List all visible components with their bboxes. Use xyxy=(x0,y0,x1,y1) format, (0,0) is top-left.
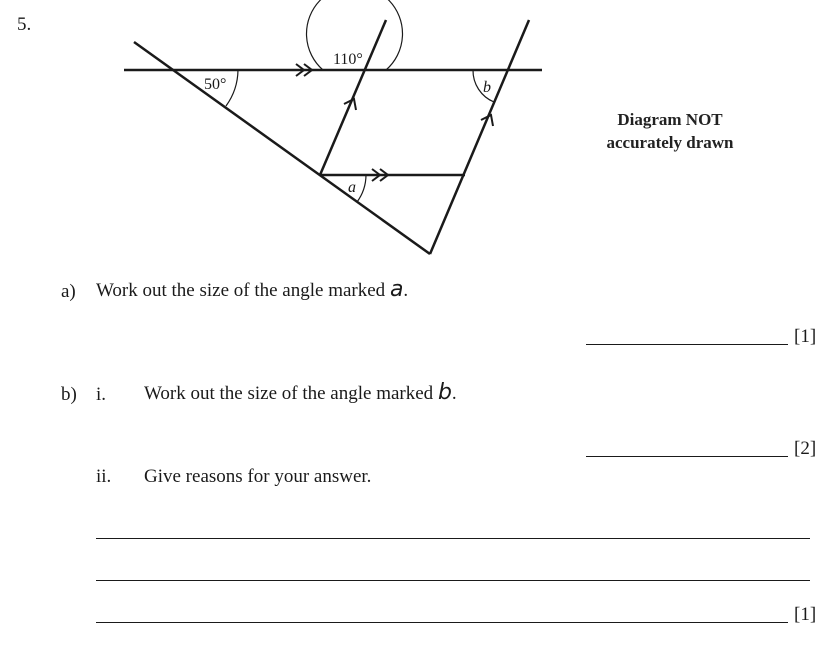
part-b-i-end: . xyxy=(451,383,457,404)
part-b-ii-label: ii. xyxy=(96,466,112,487)
angle-b-label: b xyxy=(483,79,491,96)
question-number: 5. xyxy=(17,14,32,35)
answer-line-b-i[interactable] xyxy=(586,456,788,457)
angle-50-label: 50° xyxy=(204,76,227,93)
part-a-end: . xyxy=(403,280,409,301)
part-a-text: Work out the size of the angle marked xyxy=(96,280,386,301)
transversal-line xyxy=(134,42,430,254)
right-parallel-line xyxy=(430,20,529,254)
answer-line-a[interactable] xyxy=(586,344,788,345)
part-b-ii-text: Give reasons for your answer. xyxy=(144,466,372,487)
arc-a xyxy=(357,175,366,202)
part-b-i-label: i. xyxy=(96,384,107,405)
angle-110-label: 110° xyxy=(333,51,363,68)
reason-line-3[interactable] xyxy=(96,622,788,623)
part-a-variable: a xyxy=(389,277,404,302)
angle-arcs xyxy=(226,0,494,202)
reason-line-1[interactable] xyxy=(96,538,810,539)
angle-a-label: a xyxy=(348,179,356,196)
arc-50 xyxy=(226,70,238,106)
marks-b-i: [2] xyxy=(794,438,817,459)
diagram-note xyxy=(570,108,770,154)
diagram-note-line2: accurately drawn xyxy=(606,133,734,152)
diagram-note-line1: Diagram NOT xyxy=(617,110,723,129)
part-b-i-variable: b xyxy=(437,380,452,405)
marks-a: [1] xyxy=(794,326,817,347)
reason-line-2[interactable] xyxy=(96,580,810,581)
part-b-i-question xyxy=(144,380,457,405)
part-a-question xyxy=(96,277,408,302)
part-a-label: a) xyxy=(61,281,76,302)
marks-b-ii: [1] xyxy=(794,604,817,625)
part-b-i-text: Work out the size of the angle marked xyxy=(144,383,434,404)
left-parallel-line xyxy=(320,20,386,175)
part-b-label: b) xyxy=(61,384,77,405)
